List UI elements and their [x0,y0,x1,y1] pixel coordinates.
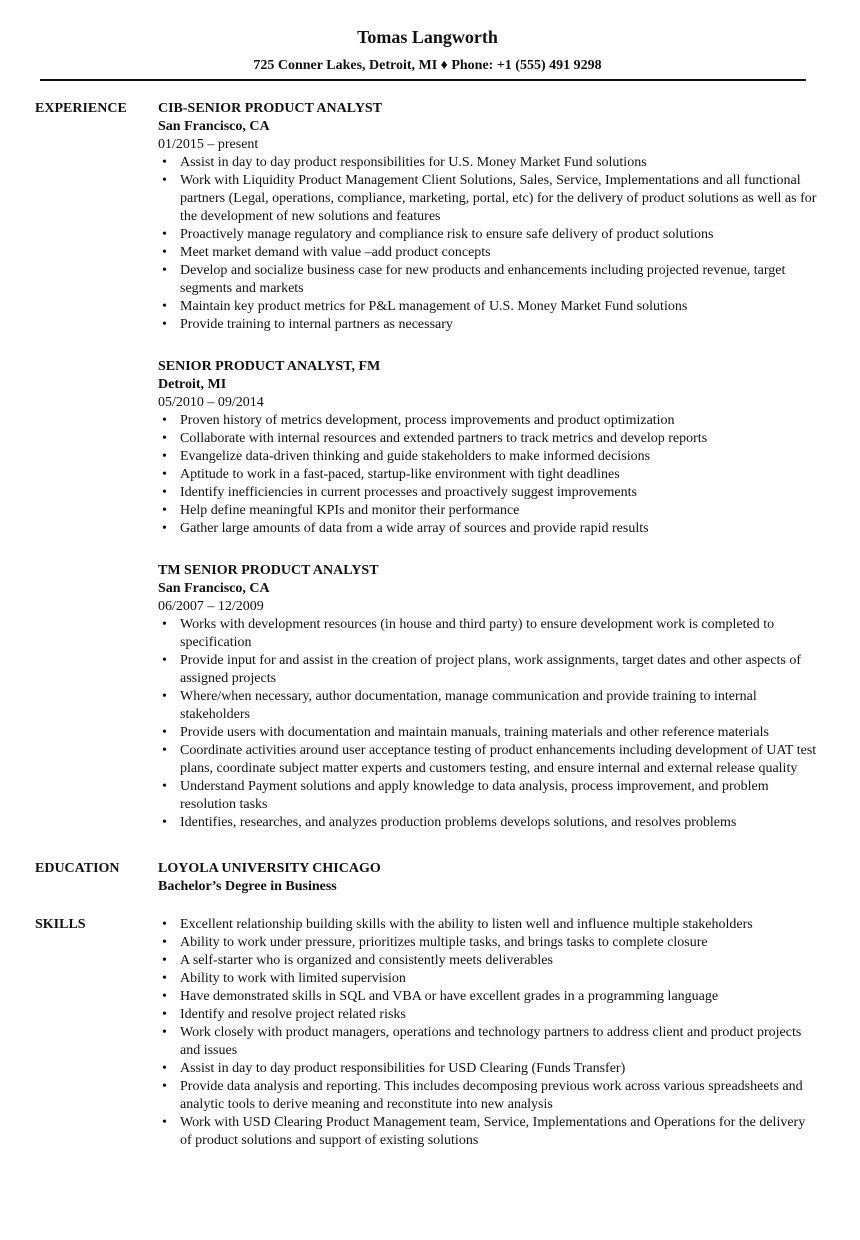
skill-item: • Have demonstrated skills in SQL and VBA or have excellent grades in a programming language [158,988,820,1006]
job-bullet: • Meet market demand with value –add product concepts [158,244,820,262]
skill-item: • Provide data analysis and reporting. This includes decomposing previous work across various spreadsheets and analytic tools to derive meaning and reconstitute into new analysis [158,1078,820,1114]
header-divider [40,79,806,81]
skills-label: SKILLS [35,917,86,932]
skills-list [158,916,820,1150]
experience-section [35,100,820,832]
skill-item: • Excellent relationship building skills with the ability to listen well and influence multiple stakeholders [158,916,820,934]
skill-item: • Work with USD Clearing Product Management team, Service, Implementations and Operations for the delivery of product solutions and support of existing solutions [158,1114,820,1150]
job-bullets [158,154,820,334]
job-bullet: • Gather large amounts of data from a wide array of sources and provide rapid results [158,520,820,538]
job-bullet: • Evangelize data-driven thinking and guide stakeholders to make informed decisions [158,448,820,466]
job-title: CIB-SENIOR PRODUCT ANALYST [158,101,383,116]
job-bullet: • Identify inefficiencies in current processes and proactively suggest improvements [158,484,820,502]
job-title: SENIOR PRODUCT ANALYST, FM [158,359,381,374]
skill-item: • Assist in day to day product responsibilities for USD Clearing (Funds Transfer) [158,1060,820,1078]
job-bullets [158,616,820,832]
school-name: LOYOLA UNIVERSITY CHICAGO [158,861,381,876]
job-title: TM SENIOR PRODUCT ANALYST [158,563,379,578]
job-bullet: • Develop and socialize business case for new products and enhancements including projected revenue, target segments and markets [158,262,820,298]
skill-item: • Ability to work under pressure, prioritizes multiple tasks, and brings tasks to complete closure [158,934,820,952]
experience-label: EXPERIENCE [35,101,127,116]
skill-item: • Ability to work with limited supervision [158,970,820,988]
job-location: Detroit, MI [158,377,227,392]
job-bullet: • Works with development resources (in house and third party) to ensure development work is completed to specification [158,616,820,652]
job-dates: 05/2010 – 09/2014 [158,395,264,410]
resume-header [35,0,820,74]
skills-section [35,916,820,1150]
job-bullet: • Provide training to internal partners as necessary [158,316,820,334]
job-bullet: • Provide input for and assist in the creation of project plans, work assignments, target dates and other aspects of assigned projects [158,652,820,688]
job-bullet: • Maintain key product metrics for P&L management of U.S. Money Market Fund solutions [158,298,820,316]
skill-item: • Work closely with product managers, operations and technology partners to address client and product projects and issues [158,1024,820,1060]
job-bullet: • Proven history of metrics development, process improvements and product optimization [158,412,820,430]
education-section [35,860,820,896]
contact-line: 725 Conner Lakes, Detroit, MI ♦ Phone: +1 (555) 491 9298 [253,58,602,73]
job-bullet: • Where/when necessary, author documentation, manage communication and provide training to internal stakeholders [158,688,820,724]
job-bullet: • Collaborate with internal resources and extended partners to track metrics and develop reports [158,430,820,448]
job-entry [158,358,820,538]
job-entry [158,100,820,334]
job-dates: 01/2015 – present [158,137,259,152]
job-bullet: • Help define meaningful KPIs and monitor their performance [158,502,820,520]
job-dates: 06/2007 – 12/2009 [158,599,264,614]
job-bullet: • Assist in day to day product responsibilities for U.S. Money Market Fund solutions [158,154,820,172]
job-bullet: • Work with Liquidity Product Management Client Solutions, Sales, Service, Implementations and all functional partners (Legal, operations, compliance, marketing, portal, etc) for the delivery of product solutions as well as for the development of new solutions and features [158,172,820,226]
candidate-name: Tomas Langworth [357,27,498,47]
job-location: San Francisco, CA [158,119,270,134]
experience-body [158,100,820,832]
job-bullet: • Identifies, researches, and analyzes production problems develops solutions, and resolves problems [158,814,820,832]
job-location: San Francisco, CA [158,581,270,596]
degree: Bachelor’s Degree in Business [158,879,337,894]
job-bullets [158,412,820,538]
education-label: EDUCATION [35,861,120,876]
education-body [158,860,820,896]
skills-body [158,916,820,1150]
skill-item: • A self-starter who is organized and consistently meets deliverables [158,952,820,970]
skill-item: • Identify and resolve project related risks [158,1006,820,1024]
job-bullet: • Coordinate activities around user acceptance testing of product enhancements including development of UAT test plans, coordinate subject matter experts and customers testing, and ensure internal and external release quality [158,742,820,778]
job-bullet: • Provide users with documentation and maintain manuals, training materials and other reference materials [158,724,820,742]
job-bullet: • Proactively manage regulatory and compliance risk to ensure safe delivery of product solutions [158,226,820,244]
job-bullet: • Aptitude to work in a fast-paced, startup-like environment with tight deadlines [158,466,820,484]
job-bullet: • Understand Payment solutions and apply knowledge to data analysis, process improvement, and problem resolution tasks [158,778,820,814]
job-entry [158,562,820,832]
